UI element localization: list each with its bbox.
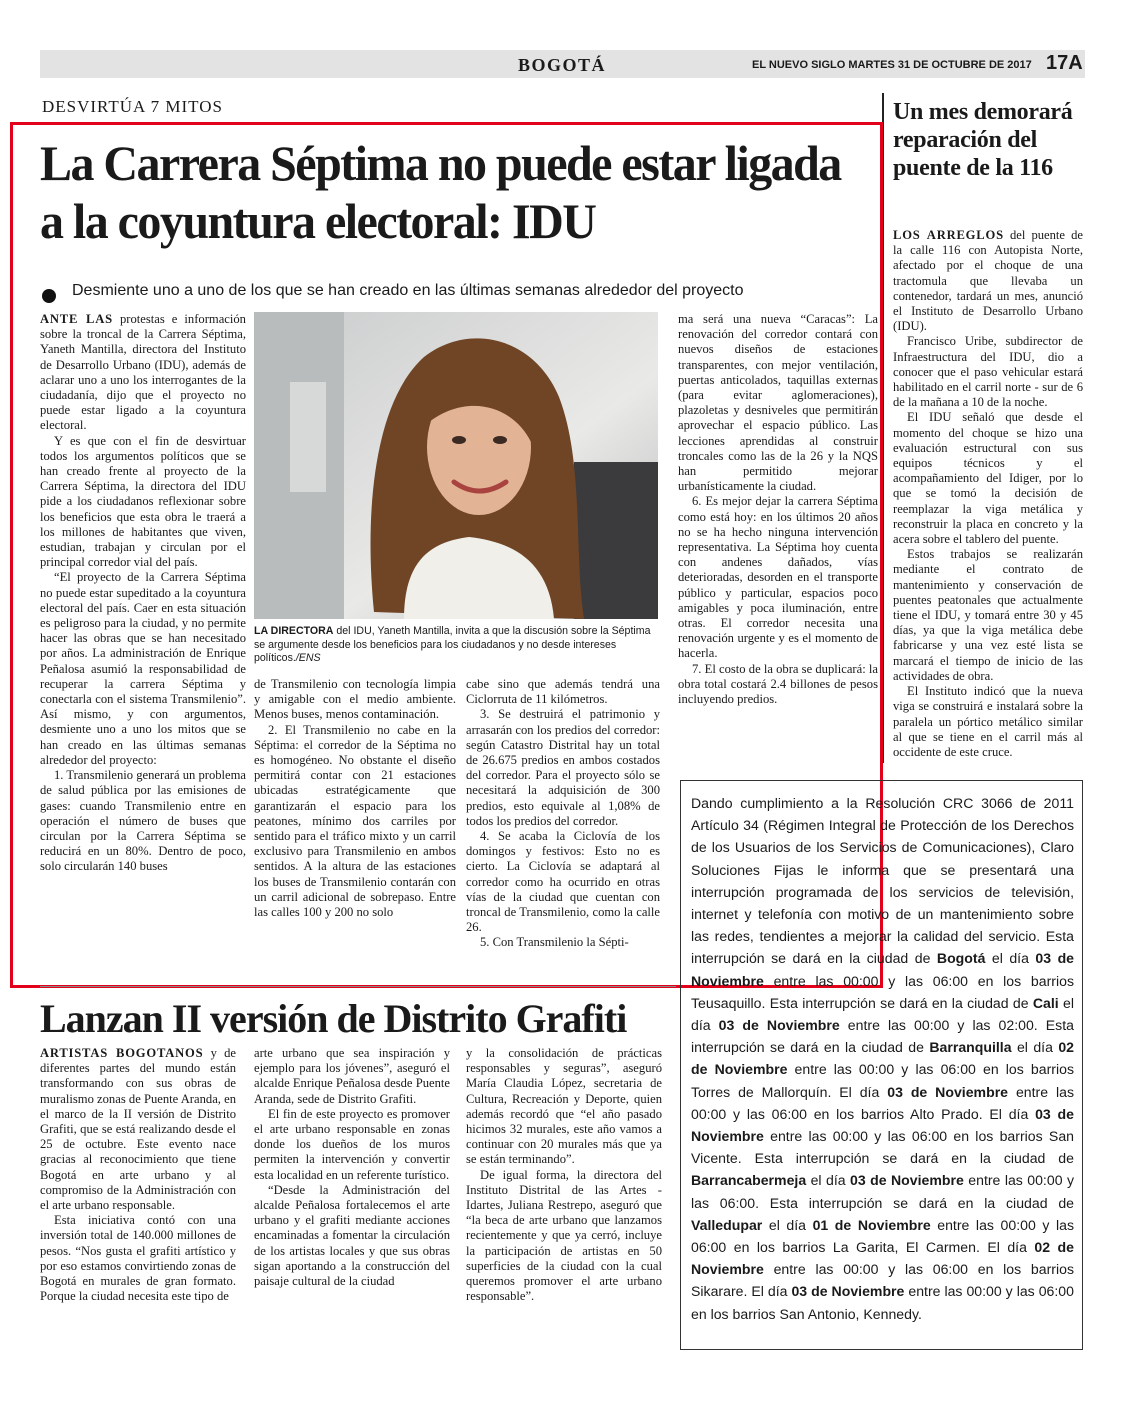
notice-text: entre las 00:00 y las 06:00 en los barrios San Vicente. Esta interrupción se dará en la ciudad de [691, 1128, 1074, 1167]
paragraph: De igual forma, la directora del Instituto Distrital de las Artes - Idartes, Juliana Restrepo, aseguró que “la beca de arte urbano que lanzamos recientemente y que ya cerró, incluye la participación de artistas en 50 superficies de la ciudad con la cual queremos promover el arte urbano responsable”. [466, 1167, 662, 1304]
side-article-body [893, 228, 1083, 760]
paragraph: Esta iniciativa contó con una inversión total de 140.000 millones de pesos. “Nos gusta el grafiti artístico y por eso estamos convirtiendo zonas de Bogotá en murales de gran formato. Porque la ciudad necesita este tipo de [40, 1213, 236, 1304]
section-name: BOGOTÁ [518, 55, 607, 75]
paragraph: El Instituto indicó que la nueva viga se construirá e instalará sobre la paralela un pórtico metálico similar al que se tiene en el carril más al occidente de este cruce. [893, 684, 1083, 759]
notice-date: 03 de Noviembre [791, 1283, 905, 1300]
paragraph: arte urbano que sea inspiración y ejemplo para los jóvenes”, aseguró el alcalde Enrique Peñalosa desde Puente Aranda, sede de Distrito Grafiti. [254, 1046, 450, 1106]
notice-text: entre las 00:00 y las 06:00 en los barrios Torres de Mallorquín. El día [691, 1061, 1074, 1100]
notice-date: 03 de Noviembre [691, 1105, 1074, 1145]
paragraph: 2. El Transmilenio no cabe en la Séptima: el corredor de la Séptima no es homogéneo. No obstante el diseño permitirá contar con 21 estaciones ubicadas estratégicamente que garantizarán el espacio para los peatones, mínimo dos carriles por sentido para el tráfico mixto y un carril exclusivo para Transmilenio en ambos sentidos. A la altura de las estaciones los buses de Transmilenio contarán con un carril adicional de sobrepaso. Entre las calles 100 y 200 no solo [254, 722, 456, 920]
notice-text: el día [1011, 1039, 1059, 1056]
notice-text: entre las 00:00 y las 06:00 en los barrios Alto Prado. El día [691, 1083, 1074, 1122]
main-headline: La Carrera Séptima no puede estar ligada a la coyuntura electoral: IDU [40, 135, 841, 249]
bullet-icon [42, 289, 56, 303]
photo-credit: /ENS [295, 652, 321, 664]
notice-text: entre las 00:00 y las 06:00 en los barrios La Garita, El Carmen. El día [691, 1216, 1074, 1256]
paragraph: Francisco Uribe, subdirector de Infraestructura del IDU, dio a conocer que el paso vehicular estará habilitado en el carril norte - sur de 6 de la mañana a 10 de la noche. [893, 334, 1083, 410]
notice-text: el día [691, 994, 1074, 1034]
main-kicker: DESVIRTÚA 7 MITOS [42, 97, 223, 116]
newspaper-date-line: EL NUEVO SIGLO MARTES 31 DE OCTUBRE DE 2017 [752, 59, 1032, 71]
paragraph: 1. Transmilenio generará un problema de salud pública por las emisiones de gases: cuando Transmilenio entre en operación el número de buses que circulan por la Carrera Séptima se reducirá en un 80%. Dentro de poco, solo circularán 140 buses [40, 768, 247, 874]
notice-text: el día [806, 1172, 851, 1189]
caption-lead: LA DIRECTORA [254, 625, 334, 637]
paragraph: y de diferentes partes del mundo están transformando con sus obras de muralismo zonas de Puente Aranda, en el marco de la II versión de Distrito Grafiti, que se está realizando desde el 25 de octubre. Este evento nace gracias al reconocimiento que tiene Bogotá en arte urbano y al compromiso de la Administración con el arte urbano responsable. [40, 1046, 237, 1213]
lead-in: ARTISTAS BOGOTANOS [40, 1046, 204, 1060]
caption-text: del IDU, Yaneth Mantilla, invita a que la discusión sobre la Séptima se argumente desde los beneficios para los ciudadanos y no desde intereses políticos. [254, 625, 651, 664]
notice-date: 01 de Noviembre [812, 1216, 931, 1233]
notice-city: Barranquilla [929, 1039, 1012, 1056]
portrait-illustration [254, 312, 658, 619]
notice-text: el día [985, 950, 1036, 967]
photo-caption [254, 625, 658, 666]
notice-date: 03 de Noviembre [887, 1083, 1009, 1100]
main-column-3 [466, 677, 660, 951]
grafiti-headline: Lanzan II versión de Distrito Grafiti [40, 996, 627, 1041]
paragraph: protestas e información sobre la troncal de la Carrera Séptima, Yaneth Mantilla, directora del Instituto de Desarrollo Urbano (IDU), además de aclarar uno a uno los interrogantes de la ciudadanía, dijo que el proyecto no puede estar ligado a la coyuntura electoral. [40, 312, 246, 433]
notice-city: Valledupar [691, 1216, 763, 1233]
notice-date: 03 de Noviembre [850, 1172, 964, 1189]
notice-city: Barrancabermeja [691, 1172, 807, 1189]
notice-date: 03 de Noviembre [691, 950, 1075, 989]
notice-city: Bogotá [936, 950, 986, 967]
notice-text: entre las 00:00 y las 06:00 en los barrios San Antonio, Kennedy. [691, 1283, 1074, 1322]
paragraph: “Desde la Administración del alcalde Peñalosa fortalecemos el arte urbano y el grafiti mediante acciones encaminadas a fomentar la circulación de los artistas locales y que sus obras sigan aportando a la construcción del paisaje cultural de la ciudad [254, 1182, 450, 1289]
grafiti-column-3 [466, 1046, 662, 1304]
column-divider [882, 93, 884, 763]
paragraph: 5. Con Transmilenio la Sépti- [480, 935, 629, 950]
main-subhead: Desmiente uno a uno de los que se han creado en las últimas semanas alrededor del proyecto [72, 282, 744, 299]
grafiti-column-2 [254, 1046, 450, 1289]
notice-text: entre las 00:00 y las 02:00. Esta interrupción se dará en la ciudad de [691, 1017, 1074, 1056]
grafiti-column-1 [40, 1046, 236, 1304]
page-number: 17A [1046, 52, 1083, 74]
service-interruption-notice [680, 780, 1083, 1350]
notice-date: 02 de Noviembre [691, 1239, 1074, 1278]
paragraph: 6. Es mejor dejar la carrera Séptima como está hoy: en los últimos 20 años no se ha hecho ninguna intervención representativa. La Séptima hoy cuenta con andenes dañados, vías deterioradas, desorden en el transporte público y particular, espacios poco amigables y poca iluminación, entre otras. El corredor necesita una renovación urgente y es el momento de hacerla. [678, 494, 878, 661]
lead-in: LOS ARREGLOS [893, 228, 1004, 242]
paragraph: del puente de la calle 116 con Autopista Norte, afectado por el choque de una tractomula que llevaba un contenedor, tardará un mes, anunció el Instituto de Desarrollo Urbano (IDU). [893, 228, 1083, 334]
lead-in: ANTE LAS [40, 312, 113, 326]
main-column-2 [254, 677, 456, 920]
paragraph: 7. El costo de la obra se duplicará: la obra total costará 2.4 billones de pesos incluyendo predios. [678, 661, 878, 707]
notice-text: Dando cumplimiento a la Resolución CRC 3066 de 2011 Artículo 34 (Régimen Integral de Protección de los Derechos de los Usuarios de los Servicios de Comunicaciones), Claro Soluciones Fijas le informa que se presentará una interrupción programada de los servicios de televisión, internet y telefonía con motivo de un mantenimiento sobre las redes, tendientes a mejorar la calidad del servicio. Esta interrupción se dará en la ciudad de [691, 795, 1074, 967]
paragraph: Y es que con el fin de desvirtuar todos los argumentos políticos que se han creado frente al proyecto de la Carrera Séptima, la directora del IDU pide a los ciudadanos reflexionar sobre los beneficios que esta obra le traerá a los millones de habitantes que viven, estudian, trabajan y circulan por el principal corredor vial del país. [40, 433, 246, 570]
paragraph: El IDU señaló que desde el momento del choque se hizo una evaluación estructural con sus equipos técnicos y el acompañamiento del Idiger, por lo que se tomó la decisión de reemplazar la viga metálica y reconstruir la placa en concreto y la acera sobre el tablero del puente. [893, 410, 1083, 547]
paragraph: 4. Se acaba la Ciclovía de los domingos y festivos: Esto no es cierto. La Ciclovía se adaptará al corredor como ha ocurrido en otras vías de la ciudad que cuentan con troncal de Transmilenio, como la calle 26. [466, 829, 660, 935]
notice-city: Cali [1032, 994, 1059, 1011]
notice-text: entre las 00:00 y las 06:00 en los barrios Sikarare. El día [691, 1261, 1074, 1300]
notice-date: 02 de Noviembre [691, 1039, 1074, 1078]
notice-date: 03 de Noviembre [718, 1017, 840, 1034]
paragraph: Estos trabajos se realizarán mediante el contrato de mantenimiento y conservación de puentes peatonales que actualmente tiene el IDU, y tomará entre 30 y 45 días, ya que la viga metálica debe fabricarse y una vez esté lista se marcará el tiempo de inicio de las actividades de obra. [893, 547, 1083, 683]
section-divider [40, 986, 676, 987]
paragraph: de Transmilenio con tecnología limpia y amigable con el medio ambiente. Menos buses, menos contaminación. [254, 677, 456, 722]
director-photo [254, 312, 658, 619]
paragraph: cabe sino que además tendrá una Ciclorruta de 11 kilómetros. [466, 677, 660, 707]
side-headline: Un mes demorará reparación del puente de la 116 [893, 99, 1073, 181]
main-column-1 [40, 312, 246, 875]
notice-text: el día [762, 1216, 813, 1233]
paragraph: 3. Se destruirá el patrimonio y arrasarán con los predios del corredor: según Catastro Distrital hay un total de 26.675 predios en ambos costados del corredor. Para el proyecto sólo se necesitará la adquisición de 300 predios, esto equivale al 1,08% de todos los predios del corredor. [466, 707, 660, 828]
main-column-4 [678, 312, 878, 707]
paragraph: ma será una nueva “Caracas”: La renovación del corredor contará con nuevos diseños de estaciones transparentes, con mejor ventilación, puertas anticolados, taquillas externas (para evitar aglomeraciones), plazoletas y desniveles que permitirán aprovechar el espacio público. Las lecciones aprendidas al construir troncales como las de la 26 y la NQS han permitido mejorar urbanísticamente la ciudad. [678, 312, 878, 494]
notice-text: entre las 00:00 y las 06:00. Esta interrupción se dará en la ciudad de [691, 1172, 1074, 1211]
notice-text: entre las 00:00 y las 06:00 en los barrios Teusaquillo. Esta interrupción se dará en la ciudad de [691, 972, 1074, 1011]
paragraph: y la consolidación de prácticas responsables y seguras”, aseguró María Claudia López, secretaria de Cultura, Recreación y Deporte, quien además recordó que “el año pasado hicimos 32 murales, este año vamos a continuar con 20 murales más que ya se están terminando”. [466, 1046, 662, 1167]
paragraph: “El proyecto de la Carrera Séptima no puede estar supeditado a la coyuntura electoral del país. Caer en esta situación es peligroso para la ciudad, y no permite hacer las obras que se han necesitado por años. La administración de Enrique Peñalosa asumió la responsabilidad de recuperar la carrera Séptima y conectarla con el sistema Transmilenio”. Así mismo, y con argumentos, desmiente uno a uno los mitos que se han creado en las últimas semanas alrededor del proyecto: [40, 570, 246, 767]
paragraph: El fin de este proyecto es promover el arte urbano responsable en zonas donde los dueños de los muros permiten la intervención y convertir esta localidad en un referente turístico. [254, 1106, 450, 1182]
